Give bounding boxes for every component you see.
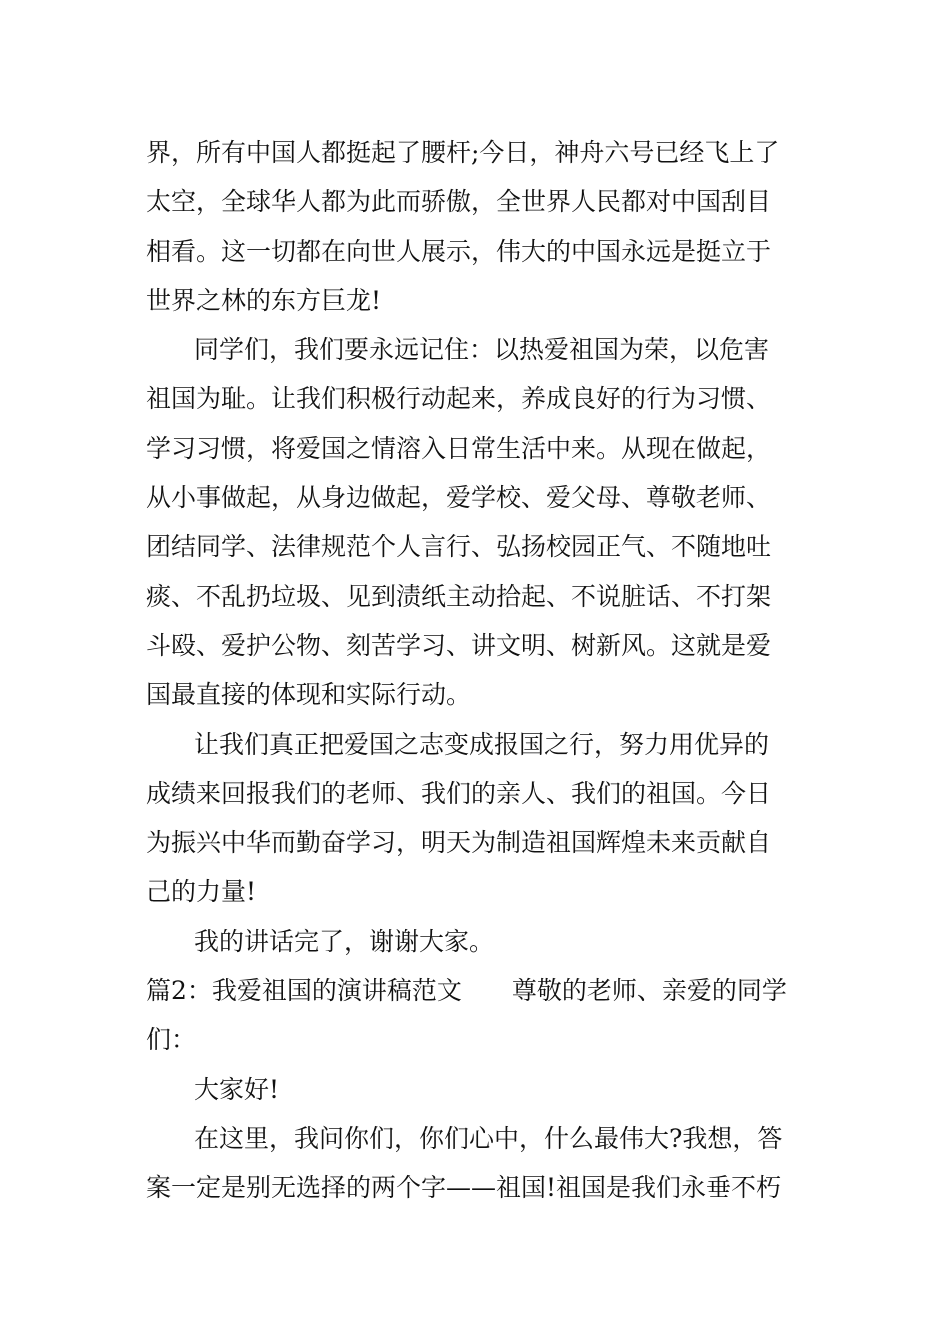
text-line: 为振兴中华而勤奋学习，明天为制造祖国辉煌未来贡献自 [146,828,772,858]
salutation: 尊敬的老师、亲爱的同学 [511,976,787,1006]
greeting-line: 大家好! [194,1074,280,1104]
text-line: 太空，全球华人都为此而骄傲，全世界人民都对中国刮目 [146,187,772,217]
article-heading-line [146,966,811,1015]
text-line: 界，所有中国人都挺起了腰杆;今日，神舟六号已经飞上了 [146,138,780,167]
text-line: 己的力量! [146,877,257,907]
closing-line: 我的讲话完了，谢谢大家。 [194,926,495,956]
text-line: 国最直接的体现和实际行动。 [146,680,472,710]
article-heading: 篇2：我爱祖国的演讲稿范文 [146,976,462,1006]
text-line: 学习习惯，将爱国之情溶入日常生活中来。从现在做起， [146,433,772,463]
text-line: 世界之林的东方巨龙! [146,285,382,315]
document-body [146,128,811,1213]
text-line: 们： [146,1025,197,1055]
text-line: 成绩来回报我们的老师、我们的亲人、我们的祖国。今日 [146,778,772,808]
text-line: 案一定是别无选择的两个字——祖国!祖国是我们永垂不朽 [146,1173,782,1203]
text-line: 祖国为耻。让我们积极行动起来，养成良好的行为习惯、 [146,384,772,414]
paragraph-start-line: 让我们真正把爱国之志变成报国之行，努力用优异的 [194,729,770,759]
paragraph-start-line: 在这里，我问你们，你们心中，什么最伟大?我想，答 [194,1123,783,1153]
text-line: 相看。这一切都在向世人展示，伟大的中国永远是挺立于 [146,236,772,266]
text-line: 斗殴、爱护公物、刻苦学习、讲文明、树新风。这就是爱 [146,630,772,660]
paragraph-start-line: 同学们，我们要永远记住：以热爱祖国为荣，以危害 [194,335,770,365]
text-line: 从小事做起，从身边做起，爱学校、爱父母、尊敬老师、 [146,483,772,513]
text-line: 痰、不乱扔垃圾、见到渍纸主动拾起、不说脏话、不打架 [146,581,772,611]
text-line: 团结同学、法律规范个人言行、弘扬校园正气、不随地吐 [146,532,772,562]
